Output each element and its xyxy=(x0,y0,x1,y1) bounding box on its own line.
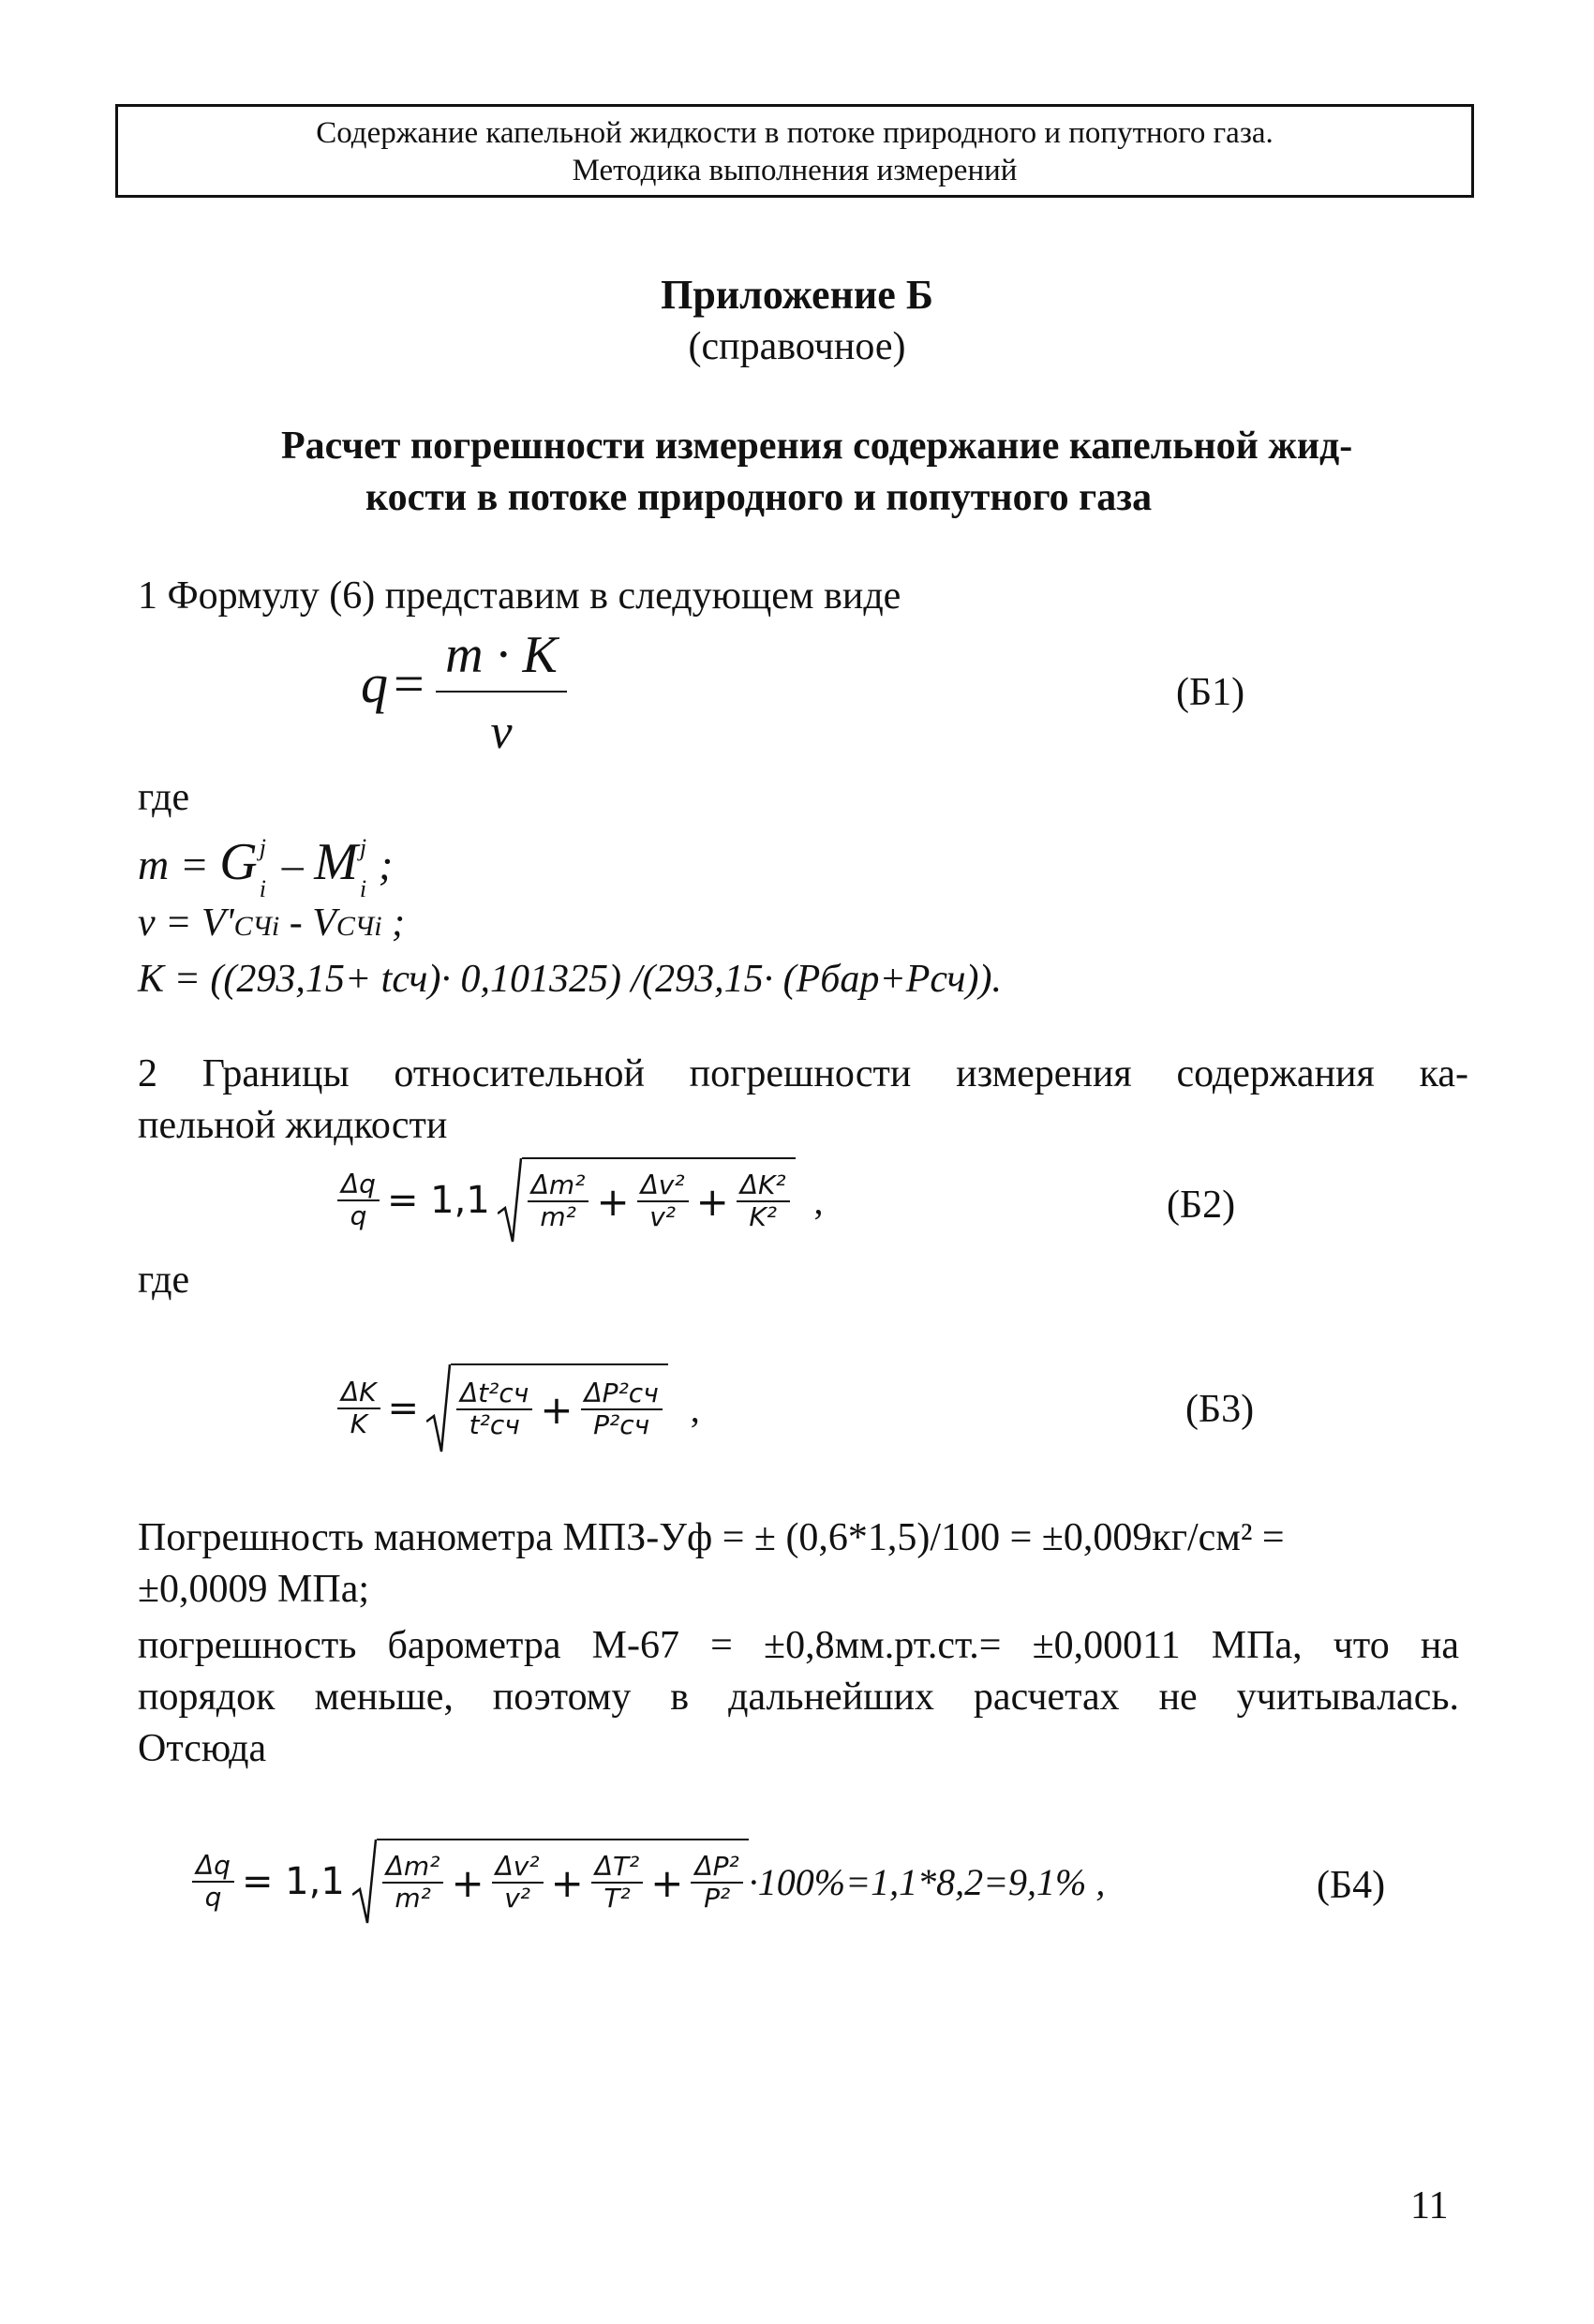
eq-b2-number: (Б2) xyxy=(1167,1184,1236,1227)
appendix-subtitle: (справочное) xyxy=(688,325,906,368)
eq-b2 xyxy=(337,1157,824,1244)
paragraph-3-line-1: Погрешность манометра МПЗ-Уф = ± (0,6*1,5)/100 = ±0,009кг/см² = xyxy=(138,1516,1285,1559)
eq-b3-number: (Б3) xyxy=(1185,1388,1255,1431)
eq-b1-lhs-var: q xyxy=(361,653,388,714)
definition-m: m = G j i – M j i ; xyxy=(138,833,394,902)
definition-k: K = ((293,15+ tсч)· 0,101325) /(293,15· (Pбар+Pсч)). xyxy=(138,958,1002,1001)
eq-b3-lhs: $\frac{\Delta K}{K}$ xyxy=(337,1378,380,1439)
eq-b1-lhs: q = xyxy=(361,653,425,714)
eq-b4-lhs: $\frac{\Delta q}{q}$ xyxy=(192,1851,234,1913)
eq-b3-sqrt: $\frac{\text{Δt²сч}}{\text{t²сч}}$ + $\frac{\text{ΔP²сч}}{\text{P²сч}}$ xyxy=(426,1363,668,1453)
eq-b4-number: (Б4) xyxy=(1317,1864,1386,1907)
eq-b2-coef: = 1,1 xyxy=(386,1179,490,1222)
paragraph-1: 1 Формулу (6) представим в следующем виде xyxy=(138,574,901,618)
paragraph-2-line-1: 2 Границы относительной погрешности измерения содержания ка- xyxy=(138,1052,1468,1095)
section-title-line-2: кости в потоке природного и попутного газа xyxy=(365,476,1153,519)
eq-b3-eq: = xyxy=(387,1387,420,1430)
paragraph-3-line-3: погрешность барометра М-67 = ±0,8мм.рт.ст.= ±0,00011 МПа, что на xyxy=(138,1624,1459,1667)
section-title-line-1: Расчет погрешности измерения содержание капельной жид- xyxy=(281,425,1353,468)
definition-v: v = V'СЧi - VСЧi ; xyxy=(138,901,406,945)
eq-b1-fraction-bar xyxy=(436,691,567,693)
eq-b3 xyxy=(337,1363,700,1453)
paragraph-3-line-2: ±0,0009 МПа; xyxy=(138,1568,370,1611)
eq-b2-tail: , xyxy=(813,1179,824,1222)
eq-b1-denominator: v xyxy=(490,706,513,759)
eq-b4-coef: = 1,1 xyxy=(241,1860,345,1903)
where-label-1: где xyxy=(138,776,190,819)
eq-b3-tail: , xyxy=(690,1387,700,1430)
eq-b2-lhs: $\frac{\Delta q}{q}$ xyxy=(337,1169,380,1231)
page-number: 11 xyxy=(1410,2184,1449,2227)
where-label-2: где xyxy=(138,1259,190,1302)
eq-b4-sqrt: $\frac{\text{Δm²}}{\text{m²}}$ + $\frac{\text{Δv²}}{\text{v²}}$ + $\frac{\text{ΔT²}}{\text{T²}}$ + $\frac{\text{ΔP²}}{\text{P²}}$ xyxy=(352,1839,749,1925)
document-header xyxy=(115,104,1474,198)
paragraph-3-line-4: порядок меньше, поэтому в дальнейших расчетах не учитывалась. xyxy=(138,1676,1459,1719)
appendix-title: Приложение Б xyxy=(661,272,933,318)
eq-b2-sqrt: $\frac{\text{Δm²}}{\text{m²}}$ + $\frac{\text{Δv²}}{\text{v²}}$ + $\frac{\text{ΔK²}}{\text{K²}}$ xyxy=(498,1157,796,1244)
eq-b1-numerator: m · K xyxy=(445,626,558,684)
eq-b4 xyxy=(192,1839,1105,1925)
paragraph-2-line-2: пельной жидкости xyxy=(138,1104,448,1147)
eq-b4-tail: ·100%=1,1*8,2=9,1% , xyxy=(748,1860,1106,1903)
header-line-1: Содержание капельной жидкости в потоке природного и попутного газа. xyxy=(316,116,1274,150)
paragraph-3-line-5: Отсюда xyxy=(138,1727,267,1770)
header-line-2: Методика выполнения измерений xyxy=(572,154,1018,187)
eq-b1-number: (Б1) xyxy=(1176,671,1245,714)
